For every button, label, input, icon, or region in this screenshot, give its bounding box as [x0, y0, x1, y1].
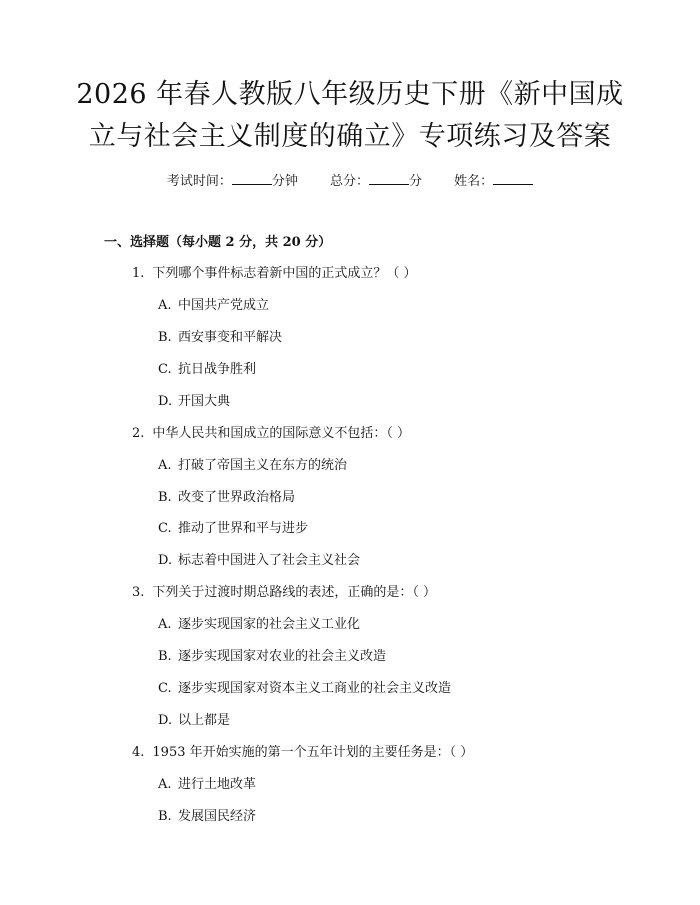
question-3-option-b: [158, 645, 386, 664]
option-text: 打破了帝国主义在东方的统治: [178, 458, 348, 473]
question-number: 3.: [132, 585, 145, 600]
option-text: 标志着中国进入了社会主义社会: [178, 553, 361, 568]
student-name-blank: [493, 173, 533, 185]
total-score-label: 总分：: [329, 174, 369, 189]
total-score: [330, 170, 422, 189]
option-letter: C.: [158, 681, 172, 696]
student-name-label: 姓名：: [454, 174, 494, 189]
option-text: 中国共产党成立: [178, 298, 270, 313]
option-text: 进行土地改革: [178, 777, 257, 792]
question-3-option-a: [158, 613, 360, 632]
question-2-option-b: [158, 486, 295, 505]
question-3-option-d: [158, 709, 230, 728]
document-title: [40, 74, 660, 158]
question-1-option-c: [158, 358, 256, 377]
question-1-option-b: [158, 326, 282, 345]
option-text: 西安事变和平解决: [178, 330, 283, 345]
exam-time-blank: [232, 173, 272, 185]
question-2-option-c: [158, 517, 308, 536]
total-score-unit: 分: [409, 174, 423, 189]
question-4: [132, 741, 473, 760]
title-line-2: 立与社会主义制度的确立》专项练习及答案: [88, 121, 612, 152]
option-letter: B.: [158, 649, 172, 664]
option-text: 改变了世界政治格局: [178, 490, 296, 505]
question-3: [132, 581, 436, 600]
option-letter: B.: [158, 809, 172, 824]
question-text: 下列关于过渡时期总路线的表述，正确的是：（ ）: [152, 585, 437, 600]
option-text: 发展国民经济: [178, 809, 257, 824]
option-letter: C.: [158, 521, 172, 536]
option-letter: C.: [158, 362, 172, 377]
title-line-1: 2026 年春人教版八年级历史下册《新中国成: [76, 79, 624, 110]
total-score-blank: [369, 173, 409, 185]
option-text: 抗日战争胜利: [178, 362, 257, 377]
option-text: 开国大典: [178, 394, 231, 409]
option-letter: D.: [158, 394, 173, 409]
option-letter: A.: [158, 617, 172, 632]
student-name: [454, 170, 533, 189]
question-1-option-d: [158, 390, 230, 409]
option-letter: D.: [158, 553, 173, 568]
option-text: 逐步实现国家的社会主义工业化: [178, 617, 361, 632]
option-text: 以上都是: [178, 713, 231, 728]
question-1: [132, 262, 417, 281]
question-number: 2.: [132, 426, 145, 441]
question-text: 下列哪个事件标志着新中国的正式成立？（ ）: [152, 266, 417, 281]
question-text: 中华人民共和国成立的国际意义不包括：（ ）: [152, 426, 411, 441]
option-letter: D.: [158, 713, 173, 728]
option-text: 逐步实现国家对资本主义工商业的社会主义改造: [178, 681, 452, 696]
exam-time-label: 考试时间：: [166, 174, 232, 189]
option-text: 逐步实现国家对农业的社会主义改造: [178, 649, 387, 664]
question-2-option-a: [158, 454, 347, 473]
option-letter: B.: [158, 330, 172, 345]
option-letter: A.: [158, 777, 172, 792]
section-heading-multiple-choice: 一、选择题（每小题 2 分，共 20 分）: [104, 235, 332, 250]
option-letter: B.: [158, 490, 172, 505]
question-text: 1953 年开始实施的第一个五年计划的主要任务是：（ ）: [152, 745, 474, 760]
exam-time: [167, 170, 298, 189]
exam-time-unit: 分钟: [271, 174, 298, 189]
question-number: 1.: [132, 266, 145, 281]
question-4-option-a: [158, 773, 256, 792]
option-text: 推动了世界和平与进步: [178, 521, 309, 536]
option-letter: A.: [158, 458, 172, 473]
question-1-option-a: [158, 294, 269, 313]
question-number: 4.: [132, 745, 145, 760]
exam-meta-line: [0, 170, 700, 189]
question-4-option-b: [158, 805, 256, 824]
option-letter: A.: [158, 298, 172, 313]
question-2: [132, 422, 410, 441]
question-3-option-c: [158, 677, 451, 696]
question-2-option-d: [158, 549, 360, 568]
